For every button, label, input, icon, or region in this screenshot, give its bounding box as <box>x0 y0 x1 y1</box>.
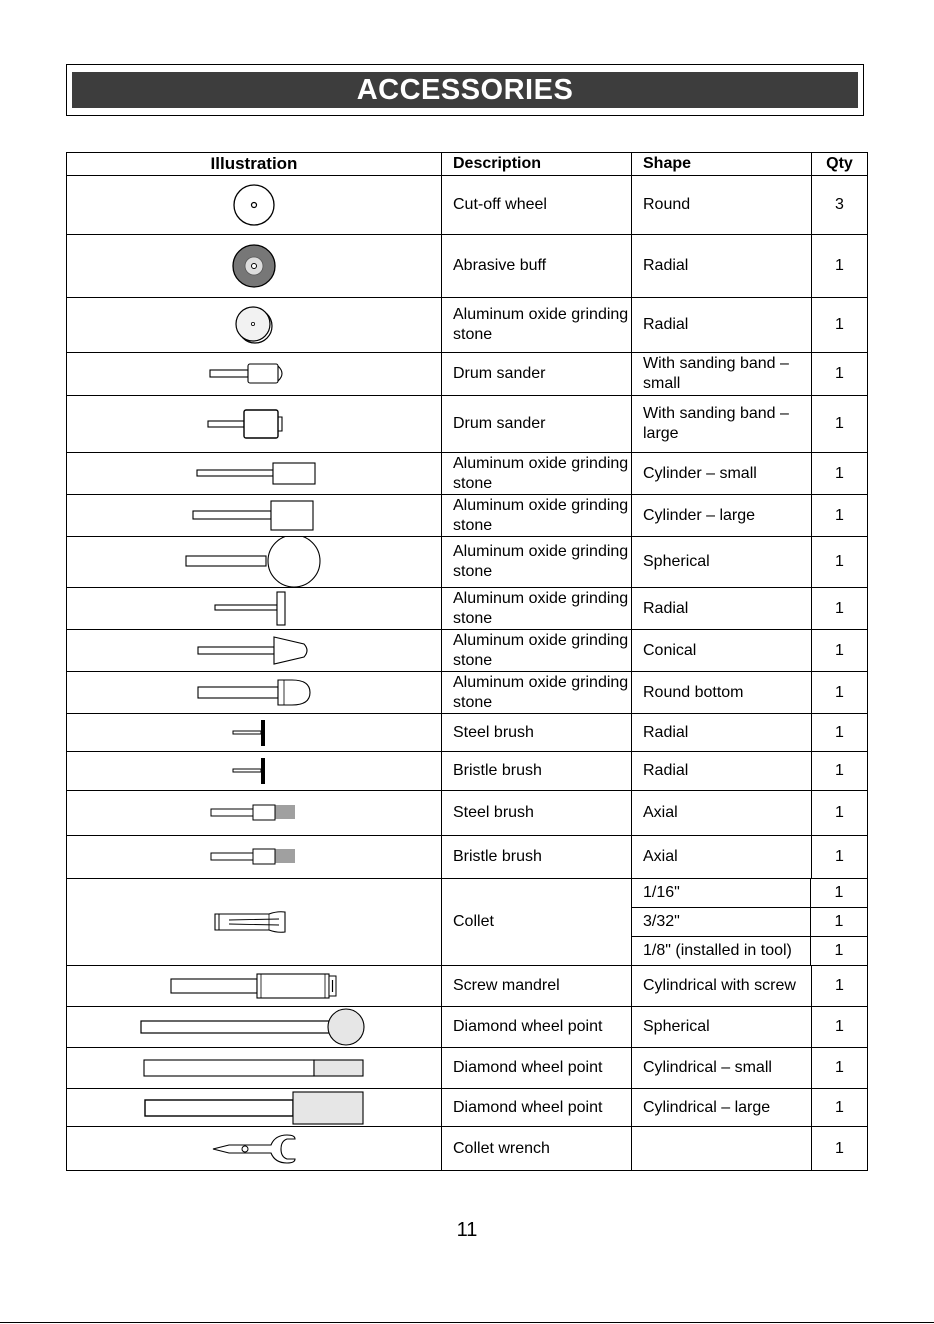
description-cell: Aluminum oxide grinding stone <box>442 588 632 630</box>
illustration-cell <box>67 879 442 966</box>
shape-cell: With sanding band – large <box>632 396 812 453</box>
shape-cell: Spherical <box>632 1007 812 1048</box>
diamond-cyl-large-icon <box>141 1090 367 1126</box>
table-header-row <box>67 153 868 176</box>
qty-cell: 3 <box>812 176 868 235</box>
table-row <box>67 453 868 495</box>
description-cell: Steel brush <box>442 714 632 752</box>
shape-cell: Conical <box>632 630 812 672</box>
qty-cell: 1 <box>812 630 868 672</box>
description-cell: Cut-off wheel <box>442 176 632 235</box>
shape-cell: Cylindrical with screw <box>632 966 812 1007</box>
illustration-cell <box>67 396 442 453</box>
illustration-cell <box>67 1048 442 1089</box>
description-cell: Screw mandrel <box>442 966 632 1007</box>
illustration-cell <box>67 714 442 752</box>
shape-cell: Cylindrical – large <box>632 1089 812 1127</box>
diamond-spherical-icon <box>138 1007 370 1047</box>
header-shape: Shape <box>632 153 812 176</box>
description-cell: Diamond wheel point <box>442 1007 632 1048</box>
table-row <box>67 752 868 791</box>
shape-cell: Round bottom <box>632 672 812 714</box>
description-cell: Aluminum oxide grinding stone <box>442 453 632 495</box>
description-cell: Abrasive buff <box>442 235 632 298</box>
illustration-cell <box>67 1127 442 1171</box>
drum-sander-small-icon <box>204 360 304 388</box>
steel-brush-axial-icon <box>207 802 302 824</box>
bottom-rule <box>0 1322 934 1323</box>
description-cell: Drum sander <box>442 396 632 453</box>
shape-cell: Radial <box>632 298 812 353</box>
qty-cell: 1 <box>812 966 868 1007</box>
cut-off-wheel-icon <box>229 180 279 230</box>
table-row <box>67 791 868 836</box>
qty-cell: 1 <box>812 1048 868 1089</box>
collet-size-row <box>632 937 867 965</box>
shape-cell: 1/8" (installed in tool) <box>632 937 811 965</box>
illustration-cell <box>67 672 442 714</box>
illustration-cell <box>67 298 442 353</box>
collet-sizes-cell <box>632 879 868 966</box>
shape-cell: Axial <box>632 836 812 879</box>
shape-cell: Radial <box>632 235 812 298</box>
round-bottom-stone-icon <box>192 677 317 709</box>
illustration-cell <box>67 630 442 672</box>
title-banner <box>66 64 864 116</box>
qty-cell: 1 <box>812 588 868 630</box>
bristle-brush-radial-icon <box>229 756 279 786</box>
shape-cell: With sanding band – small <box>632 353 812 396</box>
spherical-stone-icon <box>182 537 327 587</box>
table-row <box>67 836 868 879</box>
qty-cell: 1 <box>812 836 868 879</box>
cylinder-large-stone-icon <box>189 499 319 533</box>
table-row <box>67 353 868 396</box>
cylinder-small-stone-icon <box>189 460 319 488</box>
collet-wrench-icon <box>209 1131 299 1167</box>
collet-icon <box>209 907 299 937</box>
page-number: 11 <box>456 1219 478 1241</box>
illustration-cell <box>67 495 442 537</box>
screw-mandrel-icon <box>167 972 342 1000</box>
abrasive-buff-icon <box>229 241 279 291</box>
description-cell: Diamond wheel point <box>442 1048 632 1089</box>
header-illustration: Illustration <box>67 153 442 176</box>
description-cell: Steel brush <box>442 791 632 836</box>
illustration-cell <box>67 235 442 298</box>
header-qty: Qty <box>812 153 868 176</box>
grinding-stone-disc-icon <box>232 303 276 347</box>
bristle-brush-axial-icon <box>207 846 302 868</box>
qty-cell: 1 <box>812 752 868 791</box>
table-row <box>67 298 868 353</box>
shape-cell: Radial <box>632 714 812 752</box>
description-cell: Drum sander <box>442 353 632 396</box>
description-cell: Bristle brush <box>442 752 632 791</box>
qty-cell: 1 <box>834 942 844 959</box>
description-cell: Collet wrench <box>442 1127 632 1171</box>
shape-cell: Axial <box>632 791 812 836</box>
shape-cell: Cylindrical – small <box>632 1048 812 1089</box>
qty-cell: 1 <box>812 791 868 836</box>
shape-cell: 3/32" <box>632 908 811 936</box>
steel-brush-radial-icon <box>229 718 279 748</box>
shape-cell: 1/16" <box>632 879 811 907</box>
table-row <box>67 537 868 588</box>
shape-cell: Radial <box>632 588 812 630</box>
description-cell: Aluminum oxide grinding stone <box>442 298 632 353</box>
page-title: ACCESSORIES <box>72 72 858 108</box>
table-row <box>67 1127 868 1171</box>
illustration-cell <box>67 176 442 235</box>
description-cell: Aluminum oxide grinding stone <box>442 672 632 714</box>
illustration-cell <box>67 791 442 836</box>
table-row <box>67 1048 868 1089</box>
description-cell: Aluminum oxide grinding stone <box>442 495 632 537</box>
description-cell: Bristle brush <box>442 836 632 879</box>
qty-cell: 1 <box>812 453 868 495</box>
table-row-collet <box>67 879 868 966</box>
qty-cell: 1 <box>834 913 844 930</box>
table-row <box>67 176 868 235</box>
description-cell: Diamond wheel point <box>442 1089 632 1127</box>
illustration-cell <box>67 453 442 495</box>
qty-cell: 1 <box>812 1089 868 1127</box>
accessories-table <box>66 152 868 1171</box>
shape-cell: Cylinder – large <box>632 495 812 537</box>
description-cell: Aluminum oxide grinding stone <box>442 630 632 672</box>
table-row <box>67 235 868 298</box>
collet-size-row <box>632 879 867 908</box>
illustration-cell <box>67 1007 442 1048</box>
description-cell: Aluminum oxide grinding stone <box>442 537 632 588</box>
illustration-cell <box>67 353 442 396</box>
header-description: Description <box>442 153 632 176</box>
table-row <box>67 630 868 672</box>
collet-size-row <box>632 908 867 937</box>
diamond-cyl-small-icon <box>141 1057 367 1079</box>
table-row <box>67 396 868 453</box>
shape-cell: Radial <box>632 752 812 791</box>
illustration-cell <box>67 752 442 791</box>
qty-cell: 1 <box>812 235 868 298</box>
qty-cell: 1 <box>812 672 868 714</box>
qty-cell: 1 <box>812 537 868 588</box>
shape-cell <box>632 1127 812 1171</box>
table-row <box>67 714 868 752</box>
table-row <box>67 1007 868 1048</box>
radial-stone-icon <box>209 590 299 628</box>
qty-cell: 1 <box>812 298 868 353</box>
shape-cell: Round <box>632 176 812 235</box>
qty-cell: 1 <box>834 884 844 901</box>
illustration-cell <box>67 588 442 630</box>
illustration-cell <box>67 836 442 879</box>
drum-sander-large-icon <box>204 407 304 441</box>
description-cell: Collet <box>442 879 632 966</box>
illustration-cell <box>67 537 442 588</box>
illustration-cell <box>67 966 442 1007</box>
table-row <box>67 966 868 1007</box>
qty-cell: 1 <box>812 353 868 396</box>
qty-cell: 1 <box>812 714 868 752</box>
qty-cell: 1 <box>812 396 868 453</box>
qty-cell: 1 <box>812 1127 868 1171</box>
table-row <box>67 588 868 630</box>
shape-cell: Spherical <box>632 537 812 588</box>
qty-cell: 1 <box>812 495 868 537</box>
conical-stone-icon <box>192 633 317 669</box>
illustration-cell <box>67 1089 442 1127</box>
table-row <box>67 1089 868 1127</box>
table-row <box>67 495 868 537</box>
table-row <box>67 672 868 714</box>
qty-cell: 1 <box>812 1007 868 1048</box>
shape-cell: Cylinder – small <box>632 453 812 495</box>
